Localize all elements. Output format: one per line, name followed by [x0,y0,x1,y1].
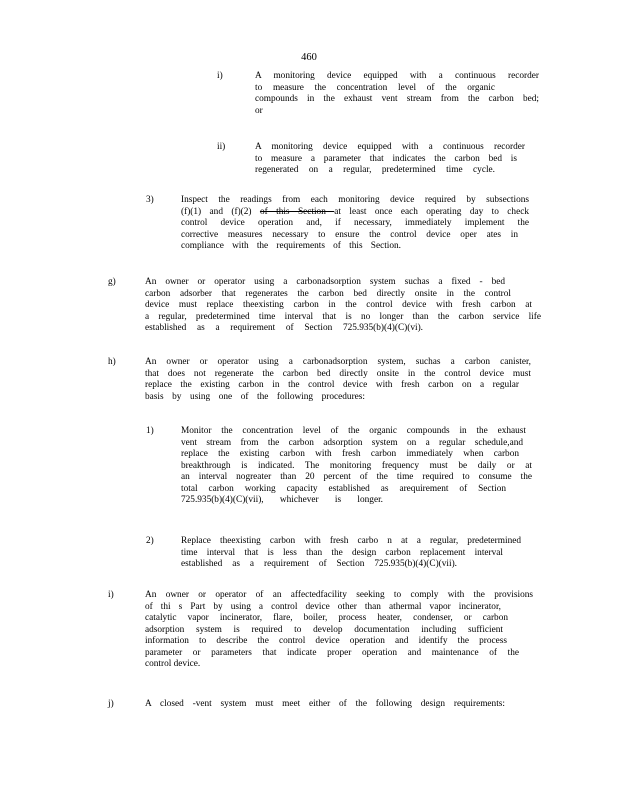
text-line: parameter or parameters that indicate proper operation and maintenance of the [145,647,519,658]
text-line: that does not regenerate the carbon bed directly onsite in the control device must [145,368,531,379]
text-line: established as a requirement of Section 725.935(b)(4)(C)(vi). [145,323,423,333]
text-line: Monitor the concentration level of the organic compounds in the exhaust [181,426,526,436]
list-item [145,590,533,671]
text-line: An owner or operator of an affectedfacility seeking to comply with the provisions [145,590,533,600]
text-line: basis by using one of the following procedures: [145,391,365,402]
text-line: replace the existing carbon with fresh carbon immediately when carbon [181,449,519,459]
text-line: adsorption system is required to develop documentation including sufficient [145,624,503,635]
text-line: carbon adsorber that regenerates the carbon bed directly onsite in the control [145,288,511,299]
item-marker: ii) [217,142,226,152]
text-fragment: at least once each operating day to check [334,206,529,217]
text-line: time interval that is less than the design carbon replacement interval [181,547,503,558]
text-line: An owner or operator using a carbonadsorption system suchas a fixed - bed [145,277,505,287]
text-line: A closed -vent system must meet either of the following design requirements: [145,699,505,709]
list-item [255,142,525,177]
text-line: device must replace theexisting carbon in the control device with fresh carbon at [145,300,532,310]
item-marker: i) [217,71,223,81]
text-line: control device. [145,659,201,669]
list-item [181,426,532,507]
text-line: to measure a parameter that indicates the carbon bed is [255,153,517,164]
text-line: or [255,105,263,116]
struck-text: of this Section [259,206,335,217]
list-item [255,71,539,117]
text-line: vent stream from the carbon adsorption system on a regular schedule,and [181,437,523,448]
list-item [181,195,529,253]
text-line: regenerated on a regular, predetermined time cycle. [255,165,495,175]
text-line [181,207,529,219]
text-line: catalytic vapor incinerator, flare, boiler, process heater, condenser, or carbon [145,613,508,623]
text-line: Inspect the readings from each monitoring device required by subsections [181,195,529,205]
text-line: to measure the concentration level of the organic [255,82,495,93]
text-line: A monitoring device equipped with a continuous recorder [255,71,539,81]
text-line: information to describe the control device operation and identify the process [145,636,507,646]
text-line: an interval nogreater than 20 percent of the time required to consume the [181,472,532,482]
text-line: 725.935(b)(4)(C)(vii), whichever is longer. [181,495,383,505]
text-line: established as a requirement of Section 725.935(b)(4)(C)(vii). [181,559,457,569]
list-item [181,536,521,571]
item-marker: 2) [146,536,154,546]
list-item [145,277,541,335]
text-line: control device operation and, if necessary, immediately implement the [181,218,529,228]
text-line: breakthrough is indicated. The monitoring frequency must be daily or at [181,460,532,471]
item-marker: i) [108,590,114,600]
item-marker: j) [108,699,114,709]
item-marker: g) [108,277,116,287]
text-line: A monitoring device equipped with a continuous recorder [255,142,525,152]
text-line: total carbon working capacity established as arequirement of Section [181,483,506,494]
text-line: a regular, predetermined time interval that is no longer than the carbon service life [145,311,541,322]
page-number: 460 [301,52,317,63]
text-line: corrective measures necessary to ensure the control device oper ates in [181,229,518,240]
list-item [145,357,531,403]
text-line: Replace theexisting carbon with fresh carbo n at a regular, predetermined [181,536,521,546]
text-line: compliance with the requirements of this Section. [181,241,401,251]
text-line: replace the existing carbon in the control device with fresh carbon on a regular [145,380,519,390]
text-fragment: (f)(1) and (f)(2) [181,206,260,217]
text-line: An owner or operator using a carbonadsorption system, suchas a carbon canister, [145,357,531,367]
list-item [145,699,505,711]
item-marker: 1) [146,426,154,436]
item-marker: h) [108,357,116,367]
item-marker: 3) [146,195,154,205]
text-line: of thi s Part by using a control device other than athermal vapor incinerator, [145,601,501,612]
text-line: compounds in the exhaust vent stream from the carbon bed; [255,94,539,104]
